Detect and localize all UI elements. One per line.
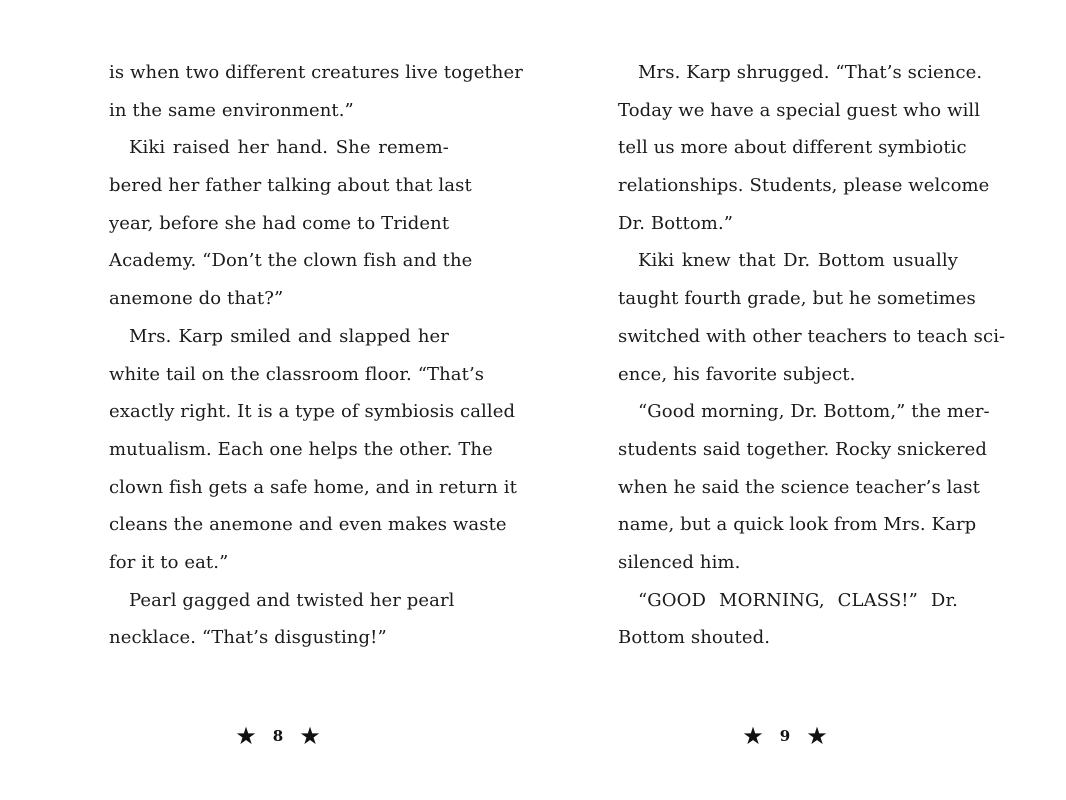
text-line: students said together. Rocky snickered [618, 438, 987, 460]
star-icon: ★ [806, 722, 828, 750]
right-page [533, 0, 1066, 800]
text-line: “Good morning, Dr. Bottom,” the mer- [638, 401, 990, 423]
text-line: year, before she had come to Trident [109, 212, 450, 234]
page-number: 8 [272, 727, 284, 745]
text-line: in the same environment.” [109, 99, 354, 121]
text-line: “GOOD MORNING, CLASS!” Dr. [638, 589, 958, 611]
text-line: is when two different creatures live together [109, 62, 523, 83]
star-icon: ★ [299, 722, 321, 750]
text-line: tell us more about different symbiotic [618, 137, 967, 159]
text-line: switched with other teachers to teach sci- [618, 325, 1006, 347]
left-page-folio [218, 722, 338, 750]
text-line: Kiki knew that Dr. Bottom usually [638, 250, 958, 272]
text-line: clown fish gets a safe home, and in return it [109, 476, 517, 498]
text-line: Bottom shouted. [618, 627, 771, 649]
right-page-text [618, 54, 1006, 657]
text-line: when he said the science teacher’s last [618, 476, 980, 498]
text-line: Today we have a special guest who will [618, 99, 981, 121]
text-line: Mrs. Karp smiled and slapped her [129, 325, 449, 347]
text-line: ence, his favorite subject. [618, 363, 856, 385]
text-line: exactly right. It is a type of symbiosis called [109, 401, 516, 423]
text-line: anemone do that?” [109, 288, 284, 310]
text-line: Kiki raised her hand. She remem- [129, 137, 449, 159]
text-line: relationships. Students, please welcome [618, 175, 990, 197]
text-line: name, but a quick look from Mrs. Karp [618, 514, 977, 536]
text-line: silenced him. [618, 551, 741, 573]
text-line: Dr. Bottom.” [618, 212, 734, 234]
text-line: Academy. “Don’t the clown fish and the [109, 250, 473, 272]
text-line: bered her father talking about that last [109, 175, 472, 197]
text-line: taught fourth grade, but he sometimes [618, 288, 976, 310]
left-page-text [109, 54, 523, 657]
text-line: necklace. “That’s disgusting!” [109, 627, 387, 649]
page-number: 9 [779, 727, 791, 745]
text-line: cleans the anemone and even makes waste [109, 514, 507, 536]
text-line: mutualism. Each one helps the other. The [109, 438, 493, 460]
star-icon: ★ [235, 722, 257, 750]
text-line: for it to eat.” [109, 551, 229, 573]
text-line: white tail on the classroom floor. “That’s [109, 363, 485, 385]
text-line: Mrs. Karp shrugged. “That’s science. [638, 62, 983, 83]
star-icon: ★ [742, 722, 764, 750]
right-page-folio [725, 722, 845, 750]
text-line: Pearl gagged and twisted her pearl [129, 589, 455, 611]
